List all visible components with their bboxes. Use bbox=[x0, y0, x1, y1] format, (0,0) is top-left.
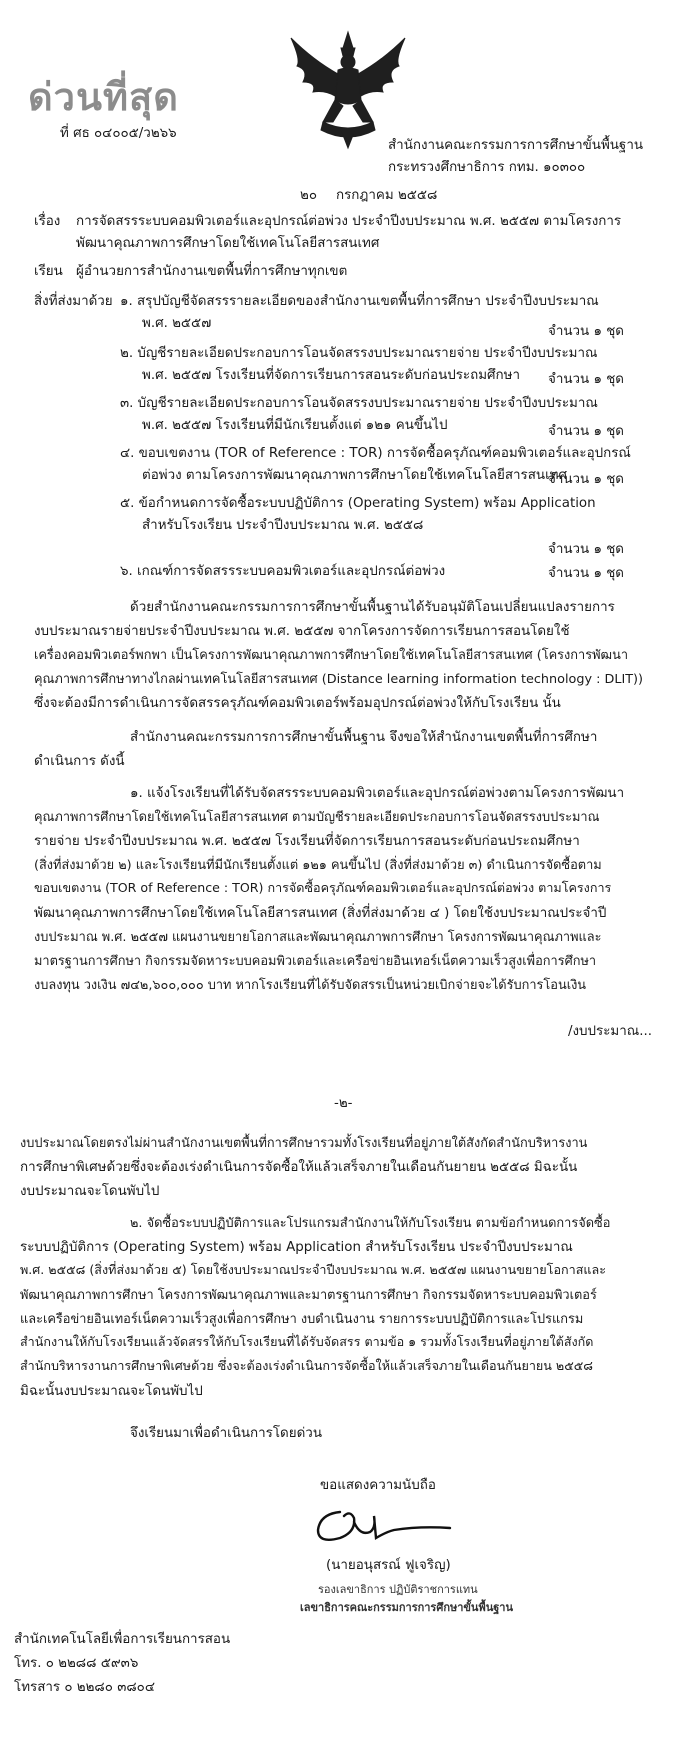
enclosure-item-1-line2: พ.ศ. ๒๕๕๗ bbox=[142, 316, 212, 331]
paragraph-5-line-4: พัฒนาคุณภาพการศึกษา โครงการพัฒนาคุณภาพและมาตรฐานการศึกษา กิจกรรมจัดหาระบบคอมพิวเตอร์ bbox=[20, 1288, 597, 1303]
paragraph-3-line-3: รายจ่าย ประจำปีงบประมาณ พ.ศ. ๒๕๕๗ โรงเรียนที่จัดการเรียนการสอนระดับก่อนประถมศึกษา bbox=[34, 834, 580, 849]
enclosure-item-3-line2: พ.ศ. ๒๕๕๗ โรงเรียนที่มีนักเรียนตั้งแต่ ๑๒๑ คนขึ้นไป bbox=[142, 418, 448, 433]
paragraph-4-line-1: งบประมาณโดยตรงไม่ผ่านสำนักงานเขตพื้นที่การศึกษารวมทั้งโรงเรียนที่อยู่ภายใต้สังกัดสำนักบริหารงาน bbox=[20, 1136, 588, 1151]
subject-line-2: พัฒนาคุณภาพการศึกษาโดยใช้เทคโนโลยีสารสนเทศ bbox=[76, 236, 380, 251]
enclosure-item-4-qty: จำนวน ๑ ชุด bbox=[548, 472, 624, 487]
date-day: ๒๐ bbox=[300, 188, 317, 203]
enclosure-item-1-line1: ๑. สรุปบัญชีจัดสรรรายละเอียดของสำนักงานเขตพื้นที่การศึกษา ประจำปีงบประมาณ bbox=[120, 294, 599, 309]
paragraph-1-line-1: ด้วยสำนักงานคณะกรรมการการศึกษาขั้นพื้นฐานได้รับอนุมัติโอนเปลี่ยนแปลงรายการ bbox=[130, 600, 615, 615]
salutation-label: เรียน bbox=[34, 264, 63, 279]
paragraph-5-line-1: ๒. จัดซื้อระบบปฏิบัติการและโปรแกรมสำนักงานให้กับโรงเรียน ตามข้อกำหนดการจัดซื้อ bbox=[130, 1216, 611, 1231]
date-month-year: กรกฎาคม ๒๕๕๘ bbox=[336, 188, 438, 203]
paragraph-3-line-6: พัฒนาคุณภาพการศึกษาโดยใช้เทคโนโลยีสารสนเทศ (สิ่งที่ส่งมาด้วย ๔ ) โดยใช้งบประมาณประจำปี bbox=[34, 906, 607, 921]
enclosure-item-5-qty: จำนวน ๑ ชุด bbox=[548, 542, 624, 557]
enclosure-item-6-line1: ๖. เกณฑ์การจัดสรรระบบคอมพิวเตอร์และอุปกรณ์ต่อพ่วง bbox=[120, 564, 446, 579]
paragraph-3-line-5: ขอบเขตงาน (TOR of Reference : TOR) การจัดซื้อครุภัณฑ์คอมพิวเตอร์และอุปกรณ์ต่อพ่วง ตามโครงการ bbox=[34, 880, 612, 895]
subject-line-1: การจัดสรรระบบคอมพิวเตอร์และอุปกรณ์ต่อพ่วง ประจำปีงบประมาณ พ.ศ. ๒๕๕๗ ตามโครงการ bbox=[76, 214, 622, 229]
enclosure-item-3-line1: ๓. บัญชีรายละเอียดประกอบการโอนจัดสรรงบประมาณรายจ่าย ประจำปีงบประมาณ bbox=[120, 396, 598, 411]
paragraph-5-line-8: มิฉะนั้นงบประมาณจะโดนพับไป bbox=[20, 1384, 203, 1399]
salutation-recipient: ผู้อำนวยการสำนักงานเขตพื้นที่การศึกษาทุกเขต bbox=[76, 264, 348, 279]
paragraph-3-line-1: ๑. แจ้งโรงเรียนที่ได้รับจัดสรรระบบคอมพิวเตอร์และอุปกรณ์ต่อพ่วงตามโครงการพัฒนา bbox=[130, 786, 625, 801]
handwritten-signature bbox=[300, 1502, 460, 1550]
paragraph-5-line-3: พ.ศ. ๒๕๕๘ (สิ่งที่ส่งมาด้วย ๕) โดยใช้งบประมาณประจำปีงบประมาณ พ.ศ. ๒๕๕๗ แผนงานขยายโอกาสและ bbox=[20, 1262, 606, 1277]
enclosure-item-5-line2: สำหรับโรงเรียน ประจำปีงบประมาณ พ.ศ. ๒๕๕๘ bbox=[142, 518, 424, 533]
paragraph-3-line-4: (สิ่งที่ส่งมาด้วย ๒) และโรงเรียนที่มีนักเรียนตั้งแต่ ๑๒๑ คนขึ้นไป (สิ่งที่ส่งมาด้วย ๓) ดำเนินการจัดซื้อตาม bbox=[34, 858, 602, 873]
signatory-title-1: รองเลขาธิการ ปฏิบัติราชการแทน bbox=[318, 1583, 478, 1596]
paragraph-1-line-4: คุณภาพการศึกษาทางไกลผ่านเทคโนโลยีสารสนเทศ (Distance learning information technology : DLIT)) bbox=[34, 672, 644, 687]
paragraph-3-line-8: มาตรฐานการศึกษา กิจกรรมจัดหาระบบคอมพิวเตอร์และเครือข่ายอินเทอร์เน็ตความเร็วสูงเพื่อการศึกษา bbox=[34, 954, 597, 969]
enclosure-item-2-qty: จำนวน ๑ ชุด bbox=[548, 372, 624, 387]
paragraph-3-line-9: งบลงทุน วงเงิน ๗๔๒,๖๐๐,๐๐๐ บาท หากโรงเรียนที่ได้รับจัดสรรเป็นหน่วยเบิกจ่ายจะได้รับการโอนเงิน bbox=[34, 978, 587, 993]
closing-line: จึงเรียนมาเพื่อดำเนินการโดยด่วน bbox=[130, 1426, 322, 1441]
footer-office: สำนักเทคโนโลยีเพื่อการเรียนการสอน bbox=[14, 1632, 231, 1647]
paragraph-4-line-3: งบประมาณจะโดนพับไป bbox=[20, 1184, 160, 1199]
organization-address: กระทรวงศึกษาธิการ กทม. ๑๐๓๐๐ bbox=[388, 160, 586, 175]
paragraph-1-line-3: เครื่องคอมพิวเตอร์พกพา เป็นโครงการพัฒนาคุณภาพการศึกษาโดยใช้เทคโนโลยีสารสนเทศ (โครงการพัฒนา bbox=[34, 648, 629, 663]
paragraph-1-line-2: งบประมาณรายจ่ายประจำปีงบประมาณ พ.ศ. ๒๕๕๗ จากโครงการจัดการเรียนการสอนโดยใช้ bbox=[34, 624, 570, 639]
regards-line: ขอแสดงความนับถือ bbox=[320, 1478, 436, 1493]
paragraph-5-line-7: สำนักบริหารงานการศึกษาพิเศษด้วย ซึ่งจะต้องเร่งดำเนินการจัดซื้อให้แล้วเสร็จภายในเดือนกันยายน ๒๕๕๘ bbox=[20, 1358, 593, 1373]
continuation-marker: /งบประมาณ... bbox=[568, 1024, 652, 1039]
enclosure-item-4-line2: ต่อพ่วง ตามโครงการพัฒนาคุณภาพการศึกษาโดยใช้เทคโนโลยีสารสนเทศ bbox=[142, 468, 567, 483]
organization-name: สำนักงานคณะกรรมการการศึกษาขั้นพื้นฐาน bbox=[388, 138, 643, 153]
enclosure-item-2-line1: ๒. บัญชีรายละเอียดประกอบการโอนจัดสรรงบประมาณรายจ่าย ประจำปีงบประมาณ bbox=[120, 346, 598, 361]
paragraph-2-line-2: ดำเนินการ ดังนี้ bbox=[34, 754, 125, 769]
enclosure-item-1-qty: จำนวน ๑ ชุด bbox=[548, 324, 624, 339]
footer-tel: โทร. ๐ ๒๒๘๘ ๕๙๓๖ bbox=[14, 1656, 139, 1671]
enclosure-item-2-line2: พ.ศ. ๒๕๕๗ โรงเรียนที่จัดการเรียนการสอนระดับก่อนประถมศึกษา bbox=[142, 368, 521, 383]
enclosures-label: สิ่งที่ส่งมาด้วย bbox=[34, 294, 113, 309]
garuda-emblem bbox=[283, 30, 413, 150]
enclosure-item-4-line1: ๔. ขอบเขตงาน (TOR of Reference : TOR) การจัดซื้อครุภัณฑ์คอมพิวเตอร์และอุปกรณ์ bbox=[120, 446, 631, 461]
paragraph-2-line-1: สำนักงานคณะกรรมการการศึกษาขั้นพื้นฐาน จึงขอให้สำนักงานเขตพื้นที่การศึกษา bbox=[130, 730, 598, 745]
paragraph-1-line-5: ซึ่งจะต้องมีการดำเนินการจัดสรรครุภัณฑ์คอมพิวเตอร์พร้อมอุปกรณ์ต่อพ่วงให้กับโรงเรียน นั้น bbox=[34, 696, 561, 711]
urgency-label: ด่วนที่สุด bbox=[28, 75, 179, 119]
footer-fax: โทรสาร ๐ ๒๒๘๐ ๓๘๐๔ bbox=[14, 1680, 155, 1695]
paragraph-5-line-2: ระบบปฏิบัติการ (Operating System) พร้อม Application สำหรับโรงเรียน ประจำปีงบประมาณ bbox=[20, 1240, 573, 1255]
paragraph-3-line-2: คุณภาพการศึกษาโดยใช้เทคโนโลยีสารสนเทศ ตามบัญชีรายละเอียดประกอบการโอนจัดสรรงบประมาณ bbox=[34, 810, 600, 825]
paragraph-4-line-2: การศึกษาพิเศษด้วยซึ่งจะต้องเร่งดำเนินการจัดซื้อให้แล้วเสร็จภายในเดือนกันยายน ๒๕๕๘ มิฉะนั้น bbox=[20, 1160, 578, 1175]
enclosure-item-3-qty: จำนวน ๑ ชุด bbox=[548, 424, 624, 439]
signatory-title-2: เลขาธิการคณะกรรมการการศึกษาขั้นพื้นฐาน bbox=[300, 1601, 513, 1614]
subject-label: เรื่อง bbox=[34, 214, 61, 229]
page-number: -๒- bbox=[334, 1096, 353, 1111]
paragraph-5-line-6: สำนักงานให้กับโรงเรียนแล้วจัดสรรให้กับโรงเรียนที่ได้รับจัดสรร ตามข้อ ๑ รวมทั้งโรงเรียนที่อยู่ภายใต้สังกัด bbox=[20, 1334, 594, 1349]
document-number: ที่ ศธ ๐๔๐๐๕/ว๒๖๖ bbox=[60, 126, 177, 141]
signatory-name: (นายอนุสรณ์ ฟูเจริญ) bbox=[326, 1558, 451, 1573]
enclosure-item-5-line1: ๕. ข้อกำหนดการจัดซื้อระบบปฏิบัติการ (Operating System) พร้อม Application bbox=[120, 496, 596, 511]
paragraph-3-line-7: งบประมาณ พ.ศ. ๒๕๕๗ แผนงานขยายโอกาสและพัฒนาคุณภาพการศึกษา โครงการพัฒนาคุณภาพและ bbox=[34, 930, 602, 945]
enclosure-item-6-qty: จำนวน ๑ ชุด bbox=[548, 566, 624, 581]
paragraph-5-line-5: และเครือข่ายอินเทอร์เน็ตความเร็วสูงเพื่อการศึกษา งบดำเนินงาน รายการระบบปฏิบัติการและโปรแกรม bbox=[20, 1312, 584, 1327]
